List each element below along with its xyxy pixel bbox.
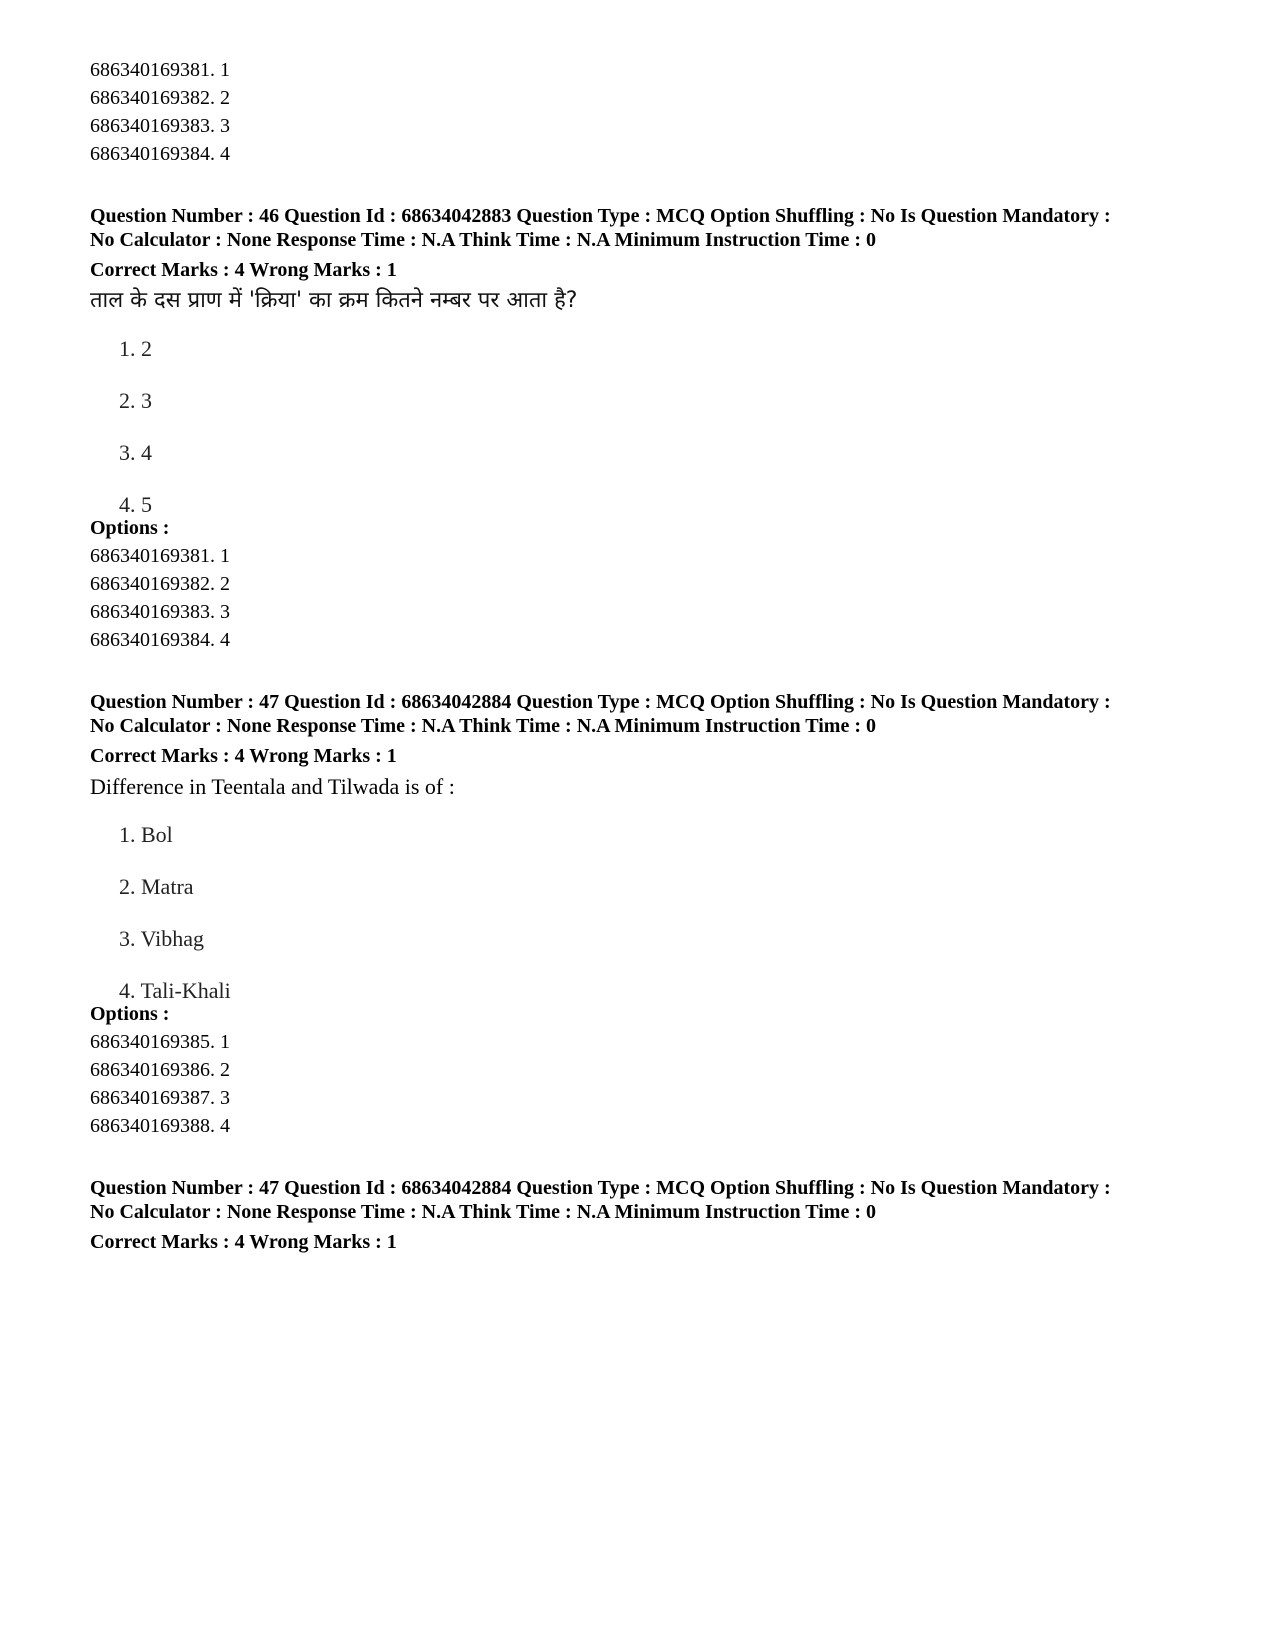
option-id-line: 686340169381. 1 bbox=[90, 545, 230, 567]
option-id-line: 686340169383. 3 bbox=[90, 601, 230, 623]
answer-choice: 1. 2 bbox=[119, 336, 152, 361]
options-label: Options : bbox=[90, 1003, 170, 1025]
question-block-47-repeat bbox=[90, 1176, 1200, 1256]
option-id-line: 686340169382. 2 bbox=[90, 87, 230, 109]
option-id-line: 686340169388. 4 bbox=[90, 1115, 230, 1137]
options-label: Options : bbox=[90, 517, 170, 539]
question-meta-line: Question Number : 46 Question Id : 68634042883 Question Type : MCQ Option Shuffling : No Is Question Mandatory : bbox=[90, 205, 1111, 227]
answer-choice: 4. Tali-Khali bbox=[119, 978, 231, 1003]
option-id-line: 686340169385. 1 bbox=[90, 1031, 230, 1053]
question-paper-page bbox=[90, 56, 1200, 1256]
answer-choices bbox=[119, 334, 1200, 520]
question-text: ताल के दस प्राण में 'क्रिया' का क्रम कितने नम्बर पर आता है? bbox=[90, 288, 578, 313]
answer-choice: 3. 4 bbox=[119, 440, 152, 465]
marks-line: Correct Marks : 4 Wrong Marks : 1 bbox=[90, 259, 397, 281]
answer-choice: 4. 5 bbox=[119, 492, 152, 517]
option-id-line: 686340169384. 4 bbox=[90, 143, 230, 165]
option-id-line: 686340169386. 2 bbox=[90, 1059, 230, 1081]
answer-choice: 2. 3 bbox=[119, 388, 152, 413]
marks-line: Correct Marks : 4 Wrong Marks : 1 bbox=[90, 1231, 397, 1253]
option-id-line: 686340169387. 3 bbox=[90, 1087, 230, 1109]
options-id-list bbox=[90, 542, 1200, 654]
answer-choices bbox=[119, 820, 1200, 1006]
question-block-46 bbox=[90, 204, 1200, 654]
question-meta-line: Question Number : 47 Question Id : 68634042884 Question Type : MCQ Option Shuffling : No Is Question Mandatory : bbox=[90, 691, 1111, 713]
option-id-line: 686340169381. 1 bbox=[90, 59, 230, 81]
answer-choice: 2. Matra bbox=[119, 874, 194, 899]
option-id-line: 686340169382. 2 bbox=[90, 573, 230, 595]
question-meta-line: No Calculator : None Response Time : N.A Think Time : N.A Minimum Instruction Time : 0 bbox=[90, 1201, 876, 1223]
previous-options-list bbox=[90, 56, 1200, 168]
answer-choice: 1. Bol bbox=[119, 822, 173, 847]
options-id-list bbox=[90, 1028, 1200, 1140]
option-id-line: 686340169384. 4 bbox=[90, 629, 230, 651]
answer-choice: 3. Vibhag bbox=[119, 926, 205, 951]
question-block-47 bbox=[90, 690, 1200, 1140]
question-text: Difference in Teentala and Tilwada is of : bbox=[90, 774, 455, 799]
question-meta-line: No Calculator : None Response Time : N.A Think Time : N.A Minimum Instruction Time : 0 bbox=[90, 229, 876, 251]
question-meta-line: Question Number : 47 Question Id : 68634042884 Question Type : MCQ Option Shuffling : No Is Question Mandatory : bbox=[90, 1177, 1111, 1199]
marks-line: Correct Marks : 4 Wrong Marks : 1 bbox=[90, 745, 397, 767]
option-id-line: 686340169383. 3 bbox=[90, 115, 230, 137]
question-meta-line: No Calculator : None Response Time : N.A Think Time : N.A Minimum Instruction Time : 0 bbox=[90, 715, 876, 737]
